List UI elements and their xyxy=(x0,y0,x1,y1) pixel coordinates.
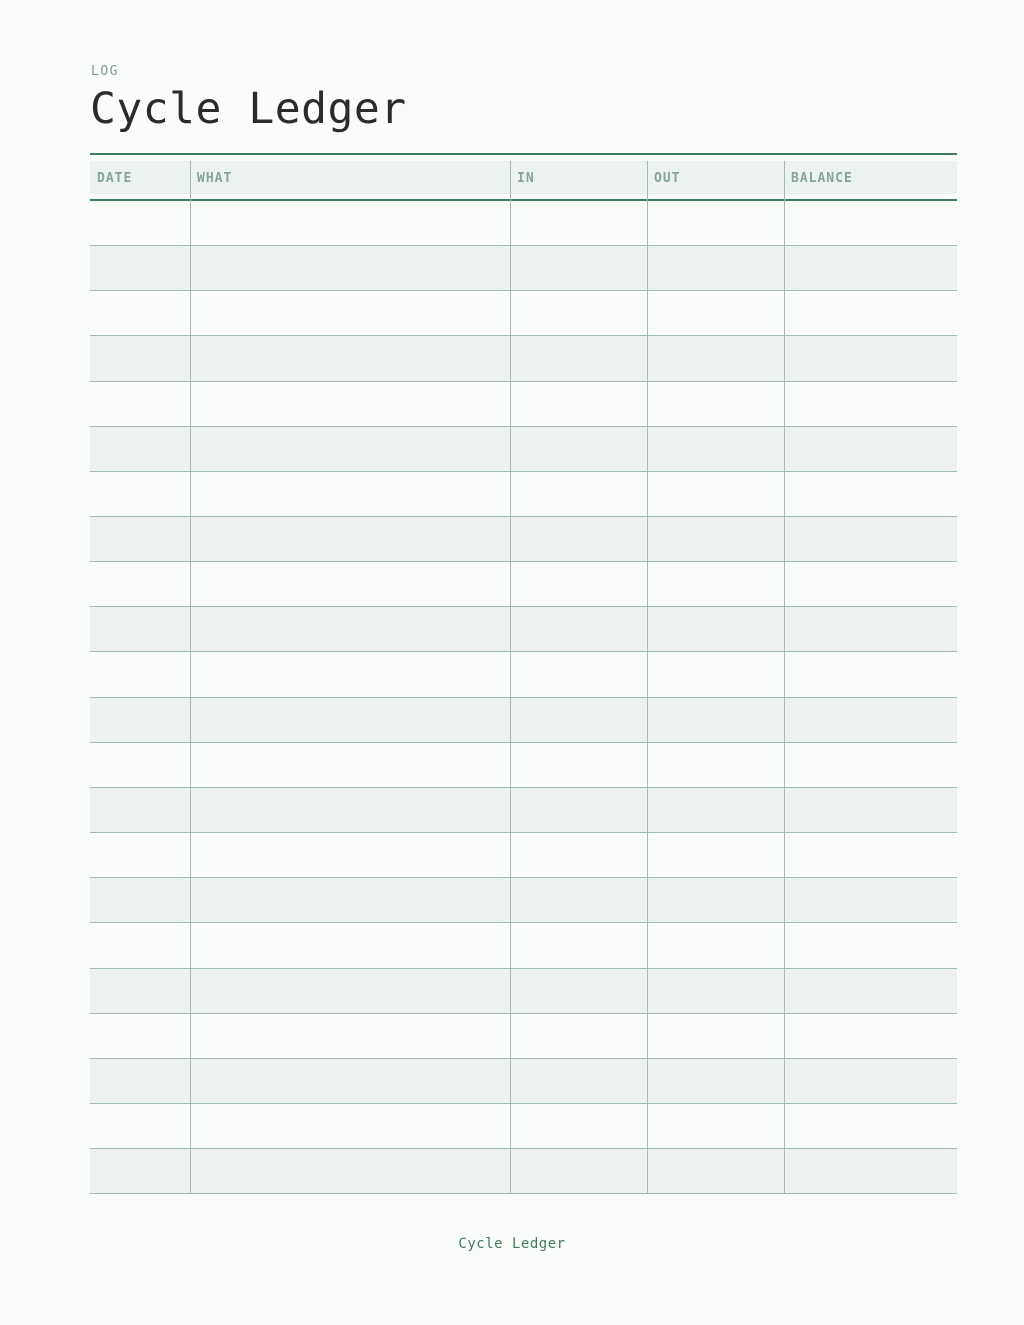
table-row xyxy=(90,743,957,788)
table-row xyxy=(90,878,957,923)
table-row xyxy=(90,1149,957,1194)
table-row xyxy=(90,291,957,336)
table-row xyxy=(90,1104,957,1149)
table-row xyxy=(90,336,957,381)
table-row xyxy=(90,562,957,607)
header-out: OUT xyxy=(654,171,681,186)
header-date: DATE xyxy=(97,171,133,186)
page-eyebrow: LOG xyxy=(91,64,119,79)
table-row xyxy=(90,969,957,1014)
column-divider xyxy=(784,161,785,1194)
table-row xyxy=(90,517,957,562)
table-row xyxy=(90,607,957,652)
table-row xyxy=(90,788,957,833)
header-in: IN xyxy=(517,171,535,186)
table-row xyxy=(90,427,957,472)
table-row xyxy=(90,923,957,968)
column-divider xyxy=(190,161,191,1194)
table-row xyxy=(90,1059,957,1104)
header-what: WHAT xyxy=(197,171,233,186)
table-row xyxy=(90,653,957,698)
table-row xyxy=(90,382,957,427)
page-footer: Cycle Ledger xyxy=(458,1236,566,1252)
table-row xyxy=(90,1014,957,1059)
column-divider xyxy=(647,161,648,1194)
page-title: Cycle Ledger xyxy=(90,84,407,134)
column-divider xyxy=(510,161,511,1194)
table-row xyxy=(90,472,957,517)
header-balance: BALANCE xyxy=(791,171,853,186)
table-row xyxy=(90,698,957,743)
table-row xyxy=(90,201,957,246)
table-top-rule xyxy=(90,153,957,155)
table-row xyxy=(90,833,957,878)
table-row xyxy=(90,246,957,291)
